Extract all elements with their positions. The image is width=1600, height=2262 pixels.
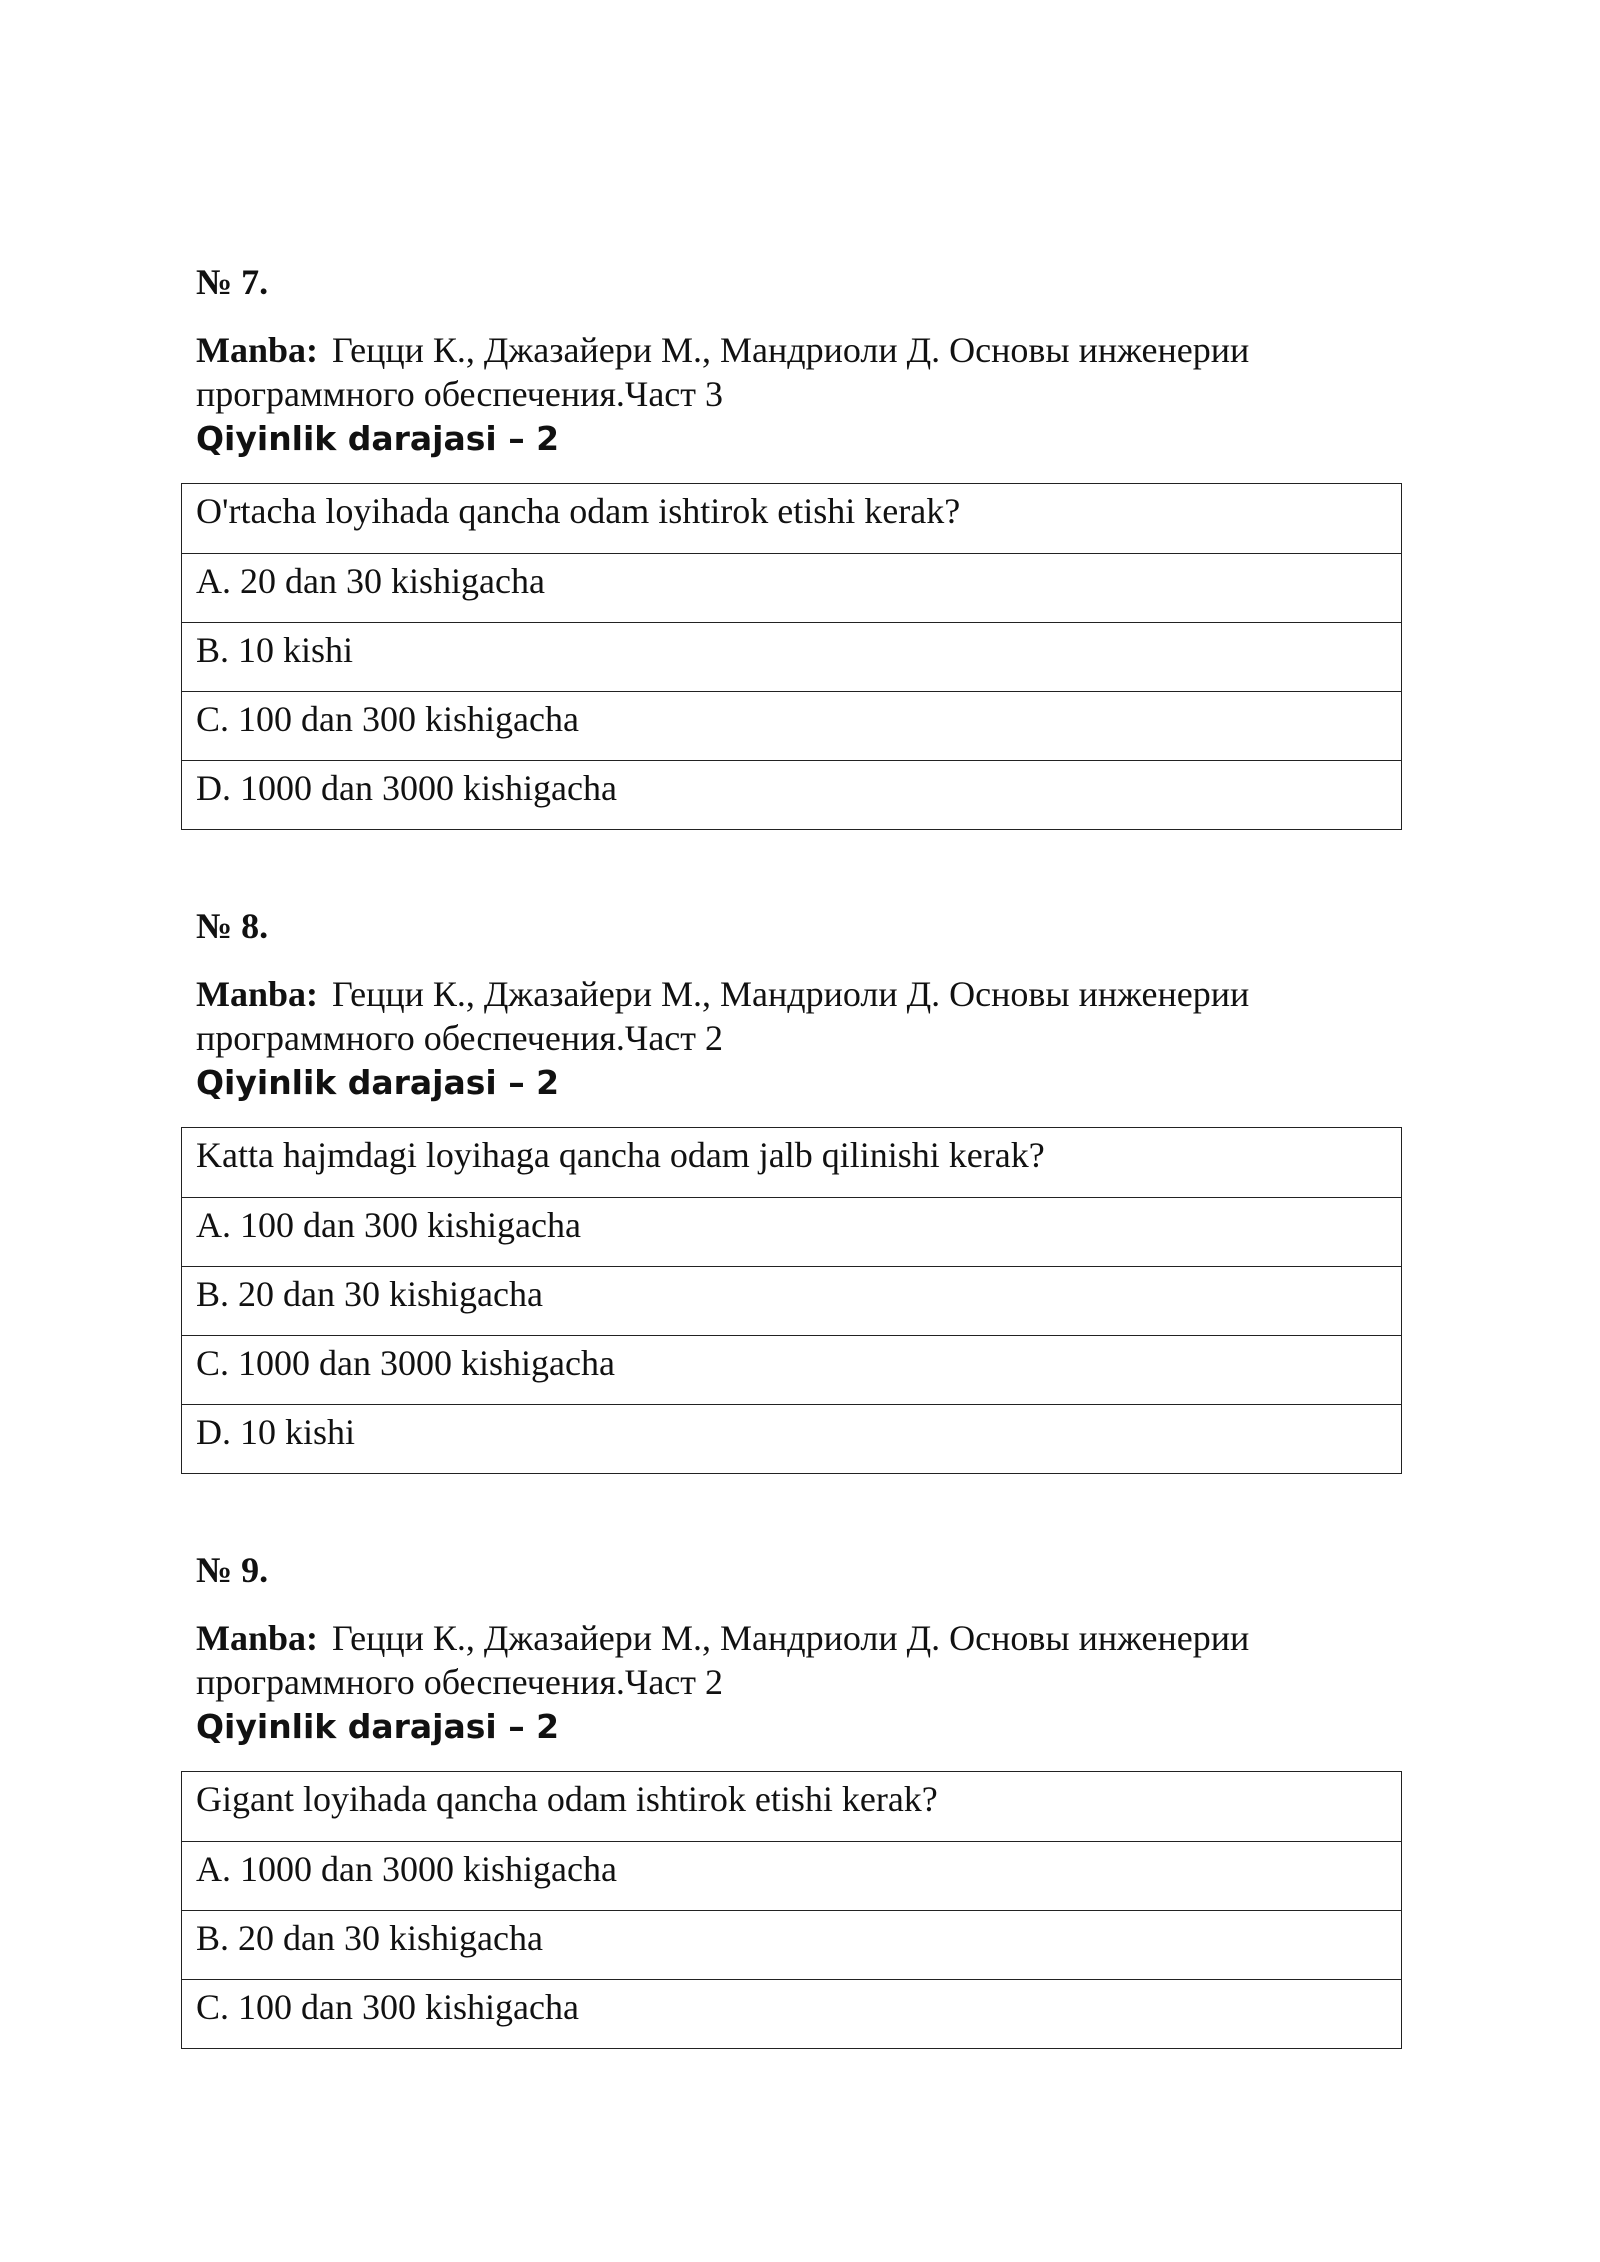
source-line xyxy=(196,328,1376,416)
answer-option: A. 20 dan 30 kishigacha xyxy=(182,553,1401,622)
source-text: Гецци К., Джазайери М., Мандриоли Д. Основы инженерии программного обеспечения.Част 3 xyxy=(196,330,1250,414)
question-text: O'rtacha loyihada qancha odam ishtirok etishi kerak? xyxy=(196,491,961,531)
source-line xyxy=(196,972,1376,1060)
question-number: № 9. xyxy=(196,1550,269,1590)
answer-option: A. 1000 dan 3000 kishigacha xyxy=(182,1841,1401,1910)
question-table xyxy=(181,1771,1402,2049)
difficulty-level: Qiyinlik darajasi – 2 xyxy=(196,1063,560,1102)
answer-option: B. 20 dan 30 kishigacha xyxy=(182,1910,1401,1979)
answer-option: C. 100 dan 300 kishigacha xyxy=(182,691,1401,760)
question-text: Katta hajmdagi loyihaga qancha odam jalb qilinishi kerak? xyxy=(196,1135,1045,1175)
answer-option: D. 10 kishi xyxy=(182,1404,1401,1473)
source-label: Manba: xyxy=(196,974,319,1014)
answer-option: B. 20 dan 30 kishigacha xyxy=(182,1266,1401,1335)
question-text: Gigant loyihada qancha odam ishtirok etishi kerak? xyxy=(196,1779,938,1819)
source-text: Гецци К., Джазайери М., Мандриоли Д. Основы инженерии программного обеспечения.Част 2 xyxy=(196,1618,1250,1702)
answer-option: B. 10 kishi xyxy=(182,622,1401,691)
difficulty-level: Qiyinlik darajasi – 2 xyxy=(196,419,560,458)
question-table xyxy=(181,483,1402,830)
difficulty-level: Qiyinlik darajasi – 2 xyxy=(196,1707,560,1746)
source-line xyxy=(196,1616,1376,1704)
question-number: № 7. xyxy=(196,262,269,302)
source-label: Manba: xyxy=(196,1618,319,1658)
question-number: № 8. xyxy=(196,906,269,946)
answer-option: D. 1000 dan 3000 kishigacha xyxy=(182,760,1401,829)
answer-option: C. 1000 dan 3000 kishigacha xyxy=(182,1335,1401,1404)
answer-option: C. 100 dan 300 kishigacha xyxy=(182,1979,1401,2048)
source-label: Manba: xyxy=(196,330,319,370)
question-table xyxy=(181,1127,1402,1474)
source-text: Гецци К., Джазайери М., Мандриоли Д. Основы инженерии программного обеспечения.Част 2 xyxy=(196,974,1250,1058)
answer-option: A. 100 dan 300 kishigacha xyxy=(182,1197,1401,1266)
